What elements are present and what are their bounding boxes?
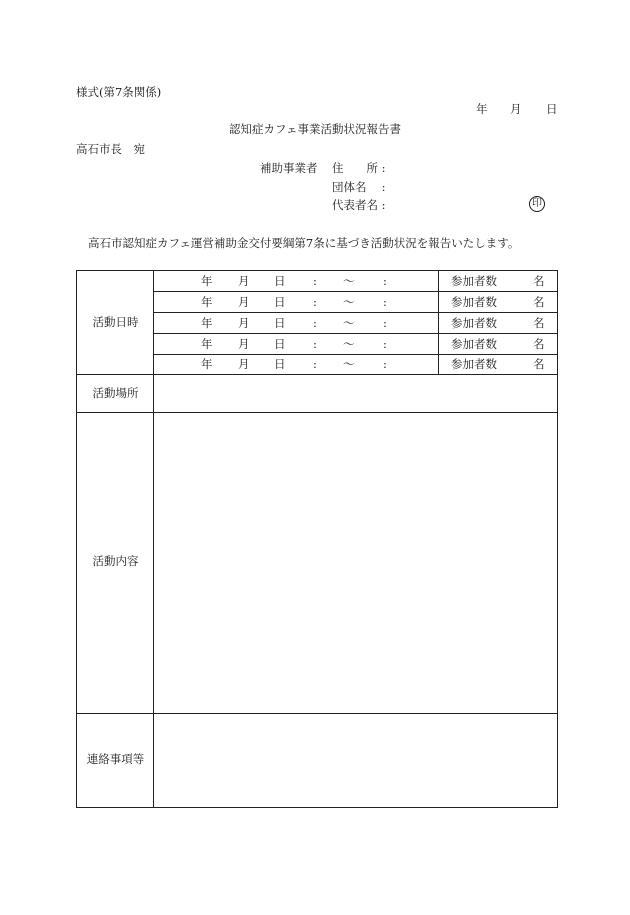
row-year: 年 [201, 274, 213, 288]
row-day: 日 [274, 357, 286, 371]
row-month: 月 [238, 357, 250, 371]
notes-field[interactable] [154, 714, 557, 807]
activity-place-label: 活動場所 [92, 386, 139, 400]
date-month-label: 月 [510, 102, 522, 116]
row-day: 日 [274, 295, 286, 309]
row-tilde: 〜 [343, 295, 355, 309]
datetime-row-line [154, 354, 557, 355]
row-year: 年 [201, 316, 213, 330]
datetime-row-line [154, 312, 557, 313]
row-participants-label: 参加者数 [451, 357, 497, 371]
date-day-label: 日 [546, 102, 558, 116]
row-participants-label: 参加者数 [451, 295, 497, 309]
row-end-colon: : [383, 274, 387, 288]
document-title: 認知症カフェ事業活動状況報告書 [229, 122, 401, 136]
row-participants-label: 参加者数 [451, 337, 497, 351]
representative-label: 代表者名 : [332, 198, 386, 212]
datetime-row-line [154, 333, 557, 334]
row-end-colon: : [383, 337, 387, 351]
row-participants-unit: 名 [533, 274, 545, 288]
report-statement: 高石市認知症カフェ運営補助金交付要綱第7条に基づき活動状況を報告いたします。 [88, 236, 520, 250]
row-day: 日 [274, 337, 286, 351]
row-end-colon: : [383, 316, 387, 330]
row-end-colon: : [383, 295, 387, 309]
date-year-label: 年 [476, 102, 488, 116]
row-month: 月 [238, 337, 250, 351]
row-participants-unit: 名 [533, 316, 545, 330]
row-participants-unit: 名 [533, 337, 545, 351]
row-tilde: 〜 [343, 357, 355, 371]
activity-report-table [76, 270, 558, 808]
row-month: 月 [238, 274, 250, 288]
row-tilde: 〜 [343, 337, 355, 351]
row-tilde: 〜 [343, 316, 355, 330]
row-year: 年 [201, 337, 213, 351]
address-label: 住 所 : [332, 161, 386, 175]
datetime-row-line [154, 291, 557, 292]
row-participants-unit: 名 [533, 357, 545, 371]
row-day: 日 [274, 316, 286, 330]
row-start-colon: : [313, 337, 317, 351]
row-month: 月 [238, 316, 250, 330]
row-month: 月 [238, 295, 250, 309]
row-start-colon: : [313, 357, 317, 371]
row-day: 日 [274, 274, 286, 288]
activity-content-label: 活動内容 [92, 554, 139, 568]
activity-place-field[interactable] [154, 375, 557, 412]
activity-datetime-label: 活動日時 [92, 315, 139, 329]
activity-content-field[interactable] [154, 413, 557, 713]
row-start-colon: : [313, 316, 317, 330]
seal-mark: 印 [529, 196, 545, 212]
applicant-role-label: 補助事業者 [260, 161, 318, 175]
organization-label: 団体名 : [332, 180, 386, 194]
row-year: 年 [201, 295, 213, 309]
row-start-colon: : [313, 295, 317, 309]
row-participants-unit: 名 [533, 295, 545, 309]
row-end-colon: : [383, 357, 387, 371]
row-year: 年 [201, 357, 213, 371]
form-label: 様式(第7条関係) [76, 85, 162, 99]
row-start-colon: : [313, 274, 317, 288]
row-participants-label: 参加者数 [451, 316, 497, 330]
row-participants-label: 参加者数 [451, 274, 497, 288]
addressee: 高石市長 宛 [76, 142, 145, 156]
participants-column-divider [438, 271, 439, 375]
notes-label: 連絡事項等 [86, 752, 145, 766]
row-tilde: 〜 [343, 274, 355, 288]
